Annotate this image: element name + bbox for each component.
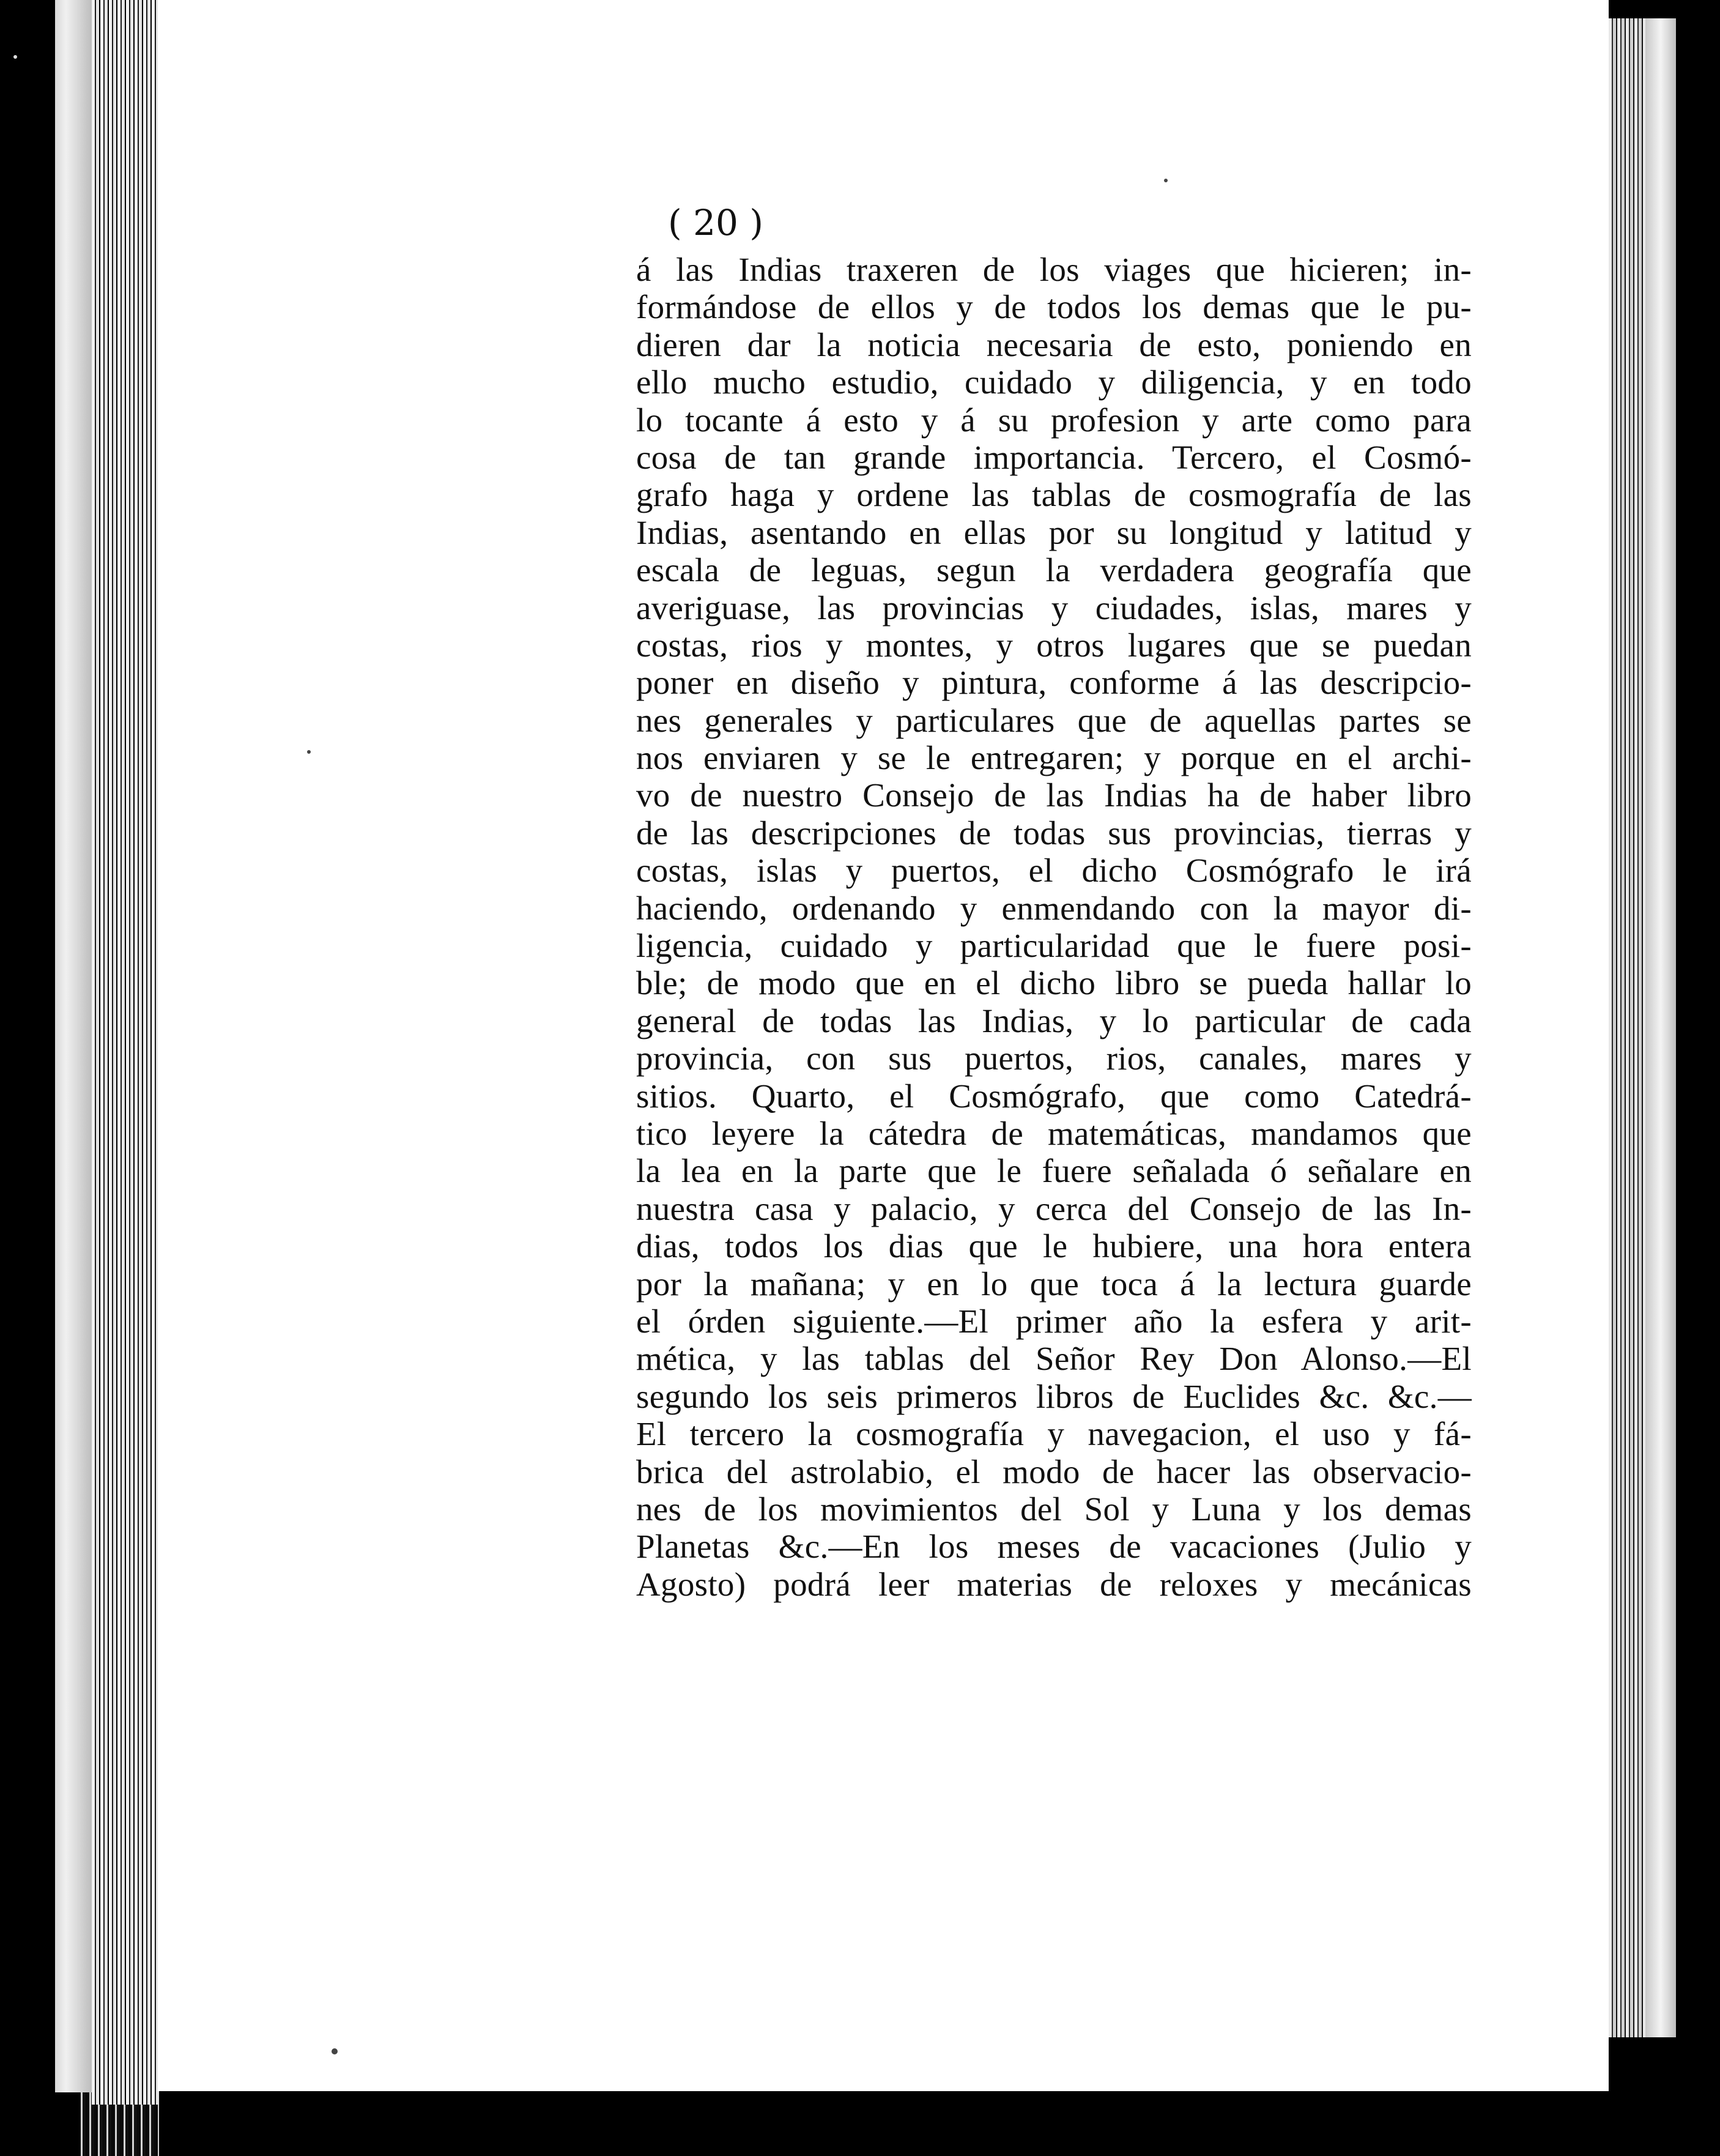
text-line: tico leyere la cátedra de matemáticas, mandamos que xyxy=(636,1114,1472,1152)
scan-speck xyxy=(307,750,311,754)
left-page-edges xyxy=(0,0,159,2156)
text-line: ligencia, cuidado y particularidad que le fuere posi- xyxy=(636,927,1472,965)
text-line: costas, rios y montes, y otros lugares que se puedan xyxy=(636,626,1472,664)
text-line: sitios. Quarto, el Cosmógrafo, que como Catedrá- xyxy=(636,1077,1472,1115)
text-line: nes de los movimientos del Sol y Luna y los demas xyxy=(636,1490,1472,1528)
scan-speck xyxy=(1164,179,1168,182)
text-line: brica del astrolabio, el modo de hacer las observacio- xyxy=(636,1452,1472,1490)
right-page-edges xyxy=(1609,18,1720,2156)
text-line: ello mucho estudio, cuidado y diligencia, y en todo xyxy=(636,363,1472,401)
text-line: nos enviaren y se le entregaren; y porque en el archi- xyxy=(636,739,1472,777)
text-line: Indias, asentando en ellas por su longitud y latitud y xyxy=(636,513,1472,551)
text-line: por la mañana; y en lo que toca á la lectura guarde xyxy=(636,1265,1472,1303)
right-book-block xyxy=(1645,18,1676,2037)
text-line: lo tocante á esto y á su profesion y arte como para xyxy=(636,401,1472,439)
text-line: poner en diseño y pintura, conforme á las descripcio- xyxy=(636,664,1472,702)
page-number: ( 20 ) xyxy=(668,202,763,243)
text-line: de las descripciones de todas sus provincias, tierras y xyxy=(636,814,1472,852)
text-line: El tercero la cosmografía y navegacion, el uso y fá- xyxy=(636,1415,1472,1453)
book-block-edge xyxy=(55,0,92,2092)
right-stacked-edges xyxy=(1609,18,1645,2037)
text-line: el órden siguiente.—El primer año la esfera y arit- xyxy=(636,1302,1472,1340)
text-line: mética, y las tablas del Señor Rey Don Alonso.—El xyxy=(636,1340,1472,1378)
text-line: haciendo, ordenando y enmendando con la mayor di- xyxy=(636,889,1472,927)
text-line: formándose de ellos y de todos los demas que le pu- xyxy=(636,288,1472,326)
text-line: Agosto) podrá leer materias de reloxes y mecánicas xyxy=(636,1565,1472,1603)
text-line: costas, islas y puertos, el dicho Cosmógrafo le irá xyxy=(636,852,1472,890)
text-line: grafo haga y ordene las tablas de cosmografía de las xyxy=(636,476,1472,514)
body-text xyxy=(636,251,1472,1603)
text-line: cosa de tan grande importancia. Tercero, el Cosmó- xyxy=(636,438,1472,476)
text-line: ble; de modo que en el dicho libro se pueda hallar lo xyxy=(636,964,1472,1002)
text-line: dieren dar la noticia necesaria de esto, poniendo en xyxy=(636,325,1472,363)
text-line: nuestra casa y palacio, y cerca del Consejo de las In- xyxy=(636,1189,1472,1227)
text-line: provincia, con sus puertos, rios, canales, mares y xyxy=(636,1039,1472,1077)
text-line: á las Indias traxeren de los viages que hicieren; in- xyxy=(636,251,1472,288)
text-line: Planetas &c.—En los meses de vacaciones (Julio y xyxy=(636,1528,1472,1566)
stacked-page-edges xyxy=(92,0,159,2105)
text-line: segundo los seis primeros libros de Euclides &c. &c.— xyxy=(636,1377,1472,1415)
text-line: vo de nuestro Consejo de las Indias ha de haber libro xyxy=(636,776,1472,814)
scan-speck xyxy=(13,55,17,59)
scan-speck xyxy=(332,2048,338,2054)
text-line: escala de leguas, segun la verdadera geografía que xyxy=(636,551,1472,589)
text-line: general de todas las Indias, y lo particular de cada xyxy=(636,1002,1472,1039)
text-line: la lea en la parte que le fuere señalada ó señalare en xyxy=(636,1152,1472,1190)
text-line: averiguase, las provincias y ciudades, islas, mares y xyxy=(636,589,1472,626)
text-line: dias, todos los dias que le hubiere, una hora entera xyxy=(636,1227,1472,1265)
text-line: nes generales y particulares que de aquellas partes se xyxy=(636,701,1472,739)
